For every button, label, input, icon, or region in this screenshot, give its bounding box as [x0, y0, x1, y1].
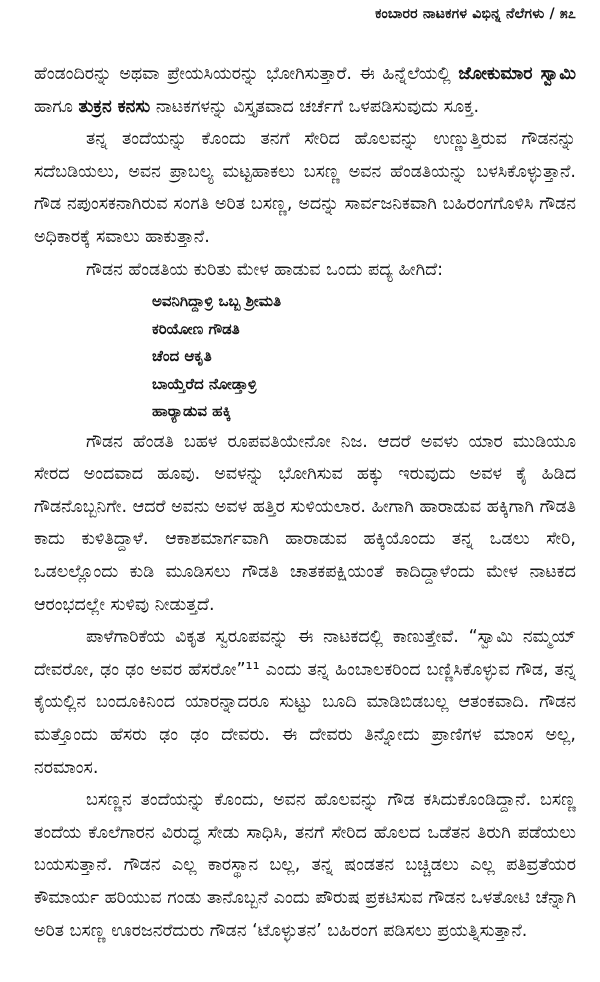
paragraph-3: ಗೌಡನ ಹೆಂಡತಿಯ ಕುರಿತು ಮೇಳ ಹಾಡುವ ಒಂದು ಪದ್ಯ ಹೀಗಿದೆ: — [86, 259, 444, 280]
paragraph-1-end: ನಾಟಕಗಳನ್ನು ವಿಸ್ತೃತವಾದ ಚರ್ಚೆಗೆ ಒಳಪಡಿಸುವುದು ಸೂಕ್ತ. — [150, 96, 480, 117]
paragraph-2: ತನ್ನ ತಂದೆಯನ್ನು ಕೊಂದು ತನಗೆ ಸೇರಿದ ಹೊಲವನ್ನು ಉಣ್ಣುತ್ತಿರುವ ಗೌಡನನ್ನು ಸದೆಬಡಿಯಲು, ಅವನ ಪ್ರಾಬಲ್ಯ ಮಟ್ಟಹಾಕಲು ಬಸಣ್ಣ ಅವನ ಹೆಂಡತಿಯನ್ನು ಬಳಸಿಕೊಳ್ಳುತ್ತಾನೆ. ಗೌಡ ನಪುಂಸಕನಾಗಿರುವ ಸಂಗತಿ ಅರಿತ ಬಸಣ್ಣ, ಅದನ್ನು ಸಾರ್ವಜನಿಕವಾಗಿ ಬಹಿರಂಗಗೊಳಿಸಿ ಗೌಡನ ಅಧಿಕಾರಕ್ಕೆ ಸವಾಲು ಹಾಕುತ್ತಾನೆ. — [34, 129, 576, 247]
paragraph-1-start: ಹೆಂಡಂದಿರನ್ನು ಅಥವಾ ಪ್ರೇಯಸಿಯರನ್ನು ಭೋಗಿಸುತ್ತಾರೆ. ಈ ಹಿನ್ನೆಲೆಯಲ್ಲಿ — [34, 64, 459, 84]
poem-block — [152, 288, 576, 426]
poem-line: ಅವನಿಗಿದ್ದಾಳ್ರಿ ಒಬ್ಬ ಶ್ರೀಮತಿ — [152, 292, 282, 311]
paragraph-5: ಪಾಳೆಗಾರಿಕೆಯ ವಿಕೃತ ಸ್ವರೂಪವನ್ನು ಈ ನಾಟಕದಲ್ಲಿ ಕಾಣುತ್ತೇವೆ. “ಸ್ವಾಮಿ ನಮ್ಮಯ್ ದೇವರೋ, ಢಂ ಢಂ ಅವರ ಹೆಸರೋ”¹¹ ಎಂದು ತನ್ನ ಹಿಂಬಾಲಕರಿಂದ ಬಣ್ಣಿಸಿಕೊಳ್ಳುವ ಗೌಡ, ತನ್ನ ಕೈಯಲ್ಲಿನ ಬಂದೂಕಿನಿಂದ ಯಾರನ್ನಾದರೂ ಸುಟ್ಟು ಬೂದಿ ಮಾಡಿಬಿಡಬಲ್ಲ ಆತಂಕವಾದಿ. ಗೌಡನ ಮತ್ತೊಂದು ಹೆಸರು ಢಂ ಢಂ ದೇವರು. ಈ ದೇವರು ತಿನ್ನೋದು ಪ್ರಾಣಿಗಳ ಮಾಂಸ ಅಲ್ಲ, ನರಮಾಂಸ. — [34, 627, 576, 778]
running-header: ಕಂಬಾರರ ನಾಟಕಗಳ ವಿಭಿನ್ನ ನೆಲೆಗಳು / ೫೭ — [375, 6, 576, 22]
paragraph-4: ಗೌಡನ ಹೆಂಡತಿ ಬಹಳ ರೂಪವತಿಯೇನೋ ನಿಜ. ಆದರೆ ಅವಳು ಯಾರ ಮುಡಿಯೂ ಸೇರದ ಅಂದವಾದ ಹೂವು. ಅವಳನ್ನು ಭೋಗಿಸುವ ಹಕ್ಕು ಇರುವುದು ಅವಳ ಕೈ ಹಿಡಿದ ಗೌಡನೊಬ್ಬನಿಗೇ. ಆದರೆ ಅವನು ಅವಳ ಹತ್ತಿರ ಸುಳಿಯಲಾರ. ಹೀಗಾಗಿ ಹಾರಾಡುವ ಹಕ್ಕಿಗಾಗಿ ಗೌಡತಿ ಕಾದು ಕುಳಿತಿದ್ದಾಳೆ. ಆಕಾಶಮಾರ್ಗವಾಗಿ ಹಾರಾಡುವ ಹಕ್ಕಿಯೊಂದು ತನ್ನ ಒಡಲು ಸೇರಿ, ಒಡಲಲ್ಲೊಂದು ಕುಡಿ ಮೂಡಿಸಲು ಗೌಡತಿ ಚಾತಕಪಕ್ಷಿಯಂತೆ ಕಾದಿದ್ದಾಳೆಂದು ಮೇಳ ನಾಟಕದ ಆರಂಭದಲ್ಲೇ ಸುಳಿವು ನೀಡುತ್ತದೆ. — [34, 431, 576, 615]
play-title-jokumaraswami: ಜೋಕುಮಾರ ಸ್ವಾಮಿ — [458, 64, 576, 84]
paragraph-6: ಬಸಣ್ಣನ ತಂದೆಯನ್ನು ಕೊಂದು, ಅವನ ಹೊಲವನ್ನು ಗೌಡ ಕಸಿದುಕೊಂಡಿದ್ದಾನೆ. ಬಸಣ್ಣ ತಂದೆಯ ಕೊಲೆಗಾರನ ವಿರುದ್ಧ ಸೇಡು ಸಾಧಿಸಿ, ತನಗೆ ಸೇರಿದ ಹೊಲದ ಒಡೆತನ ತಿರುಗಿ ಪಡೆಯಲು ಬಯಸುತ್ತಾನೆ. ಗೌಡನ ಎಲ್ಲ ಕಾರಸ್ಥಾನ ಬಲ್ಲ, ತನ್ನ ಷಂಡತನ ಬಚ್ಚಿಡಲು ಎಲ್ಲ ಪತಿವ್ರತೆಯರ ಕೌಮಾರ್ಯ ಹರಿಯುವ ಗಂಡು ತಾನೊಬ್ಬನೆ ಎಂದು ಪೌರುಷ ಪ್ರಕಟಿಸುವ ಗೌಡನ ಒಳತೋಟಿ ಚೆನ್ನಾಗಿ ಅರಿತ ಬಸಣ್ಣ ಊರಜನರೆದುರು ಗೌಡನ ‘ಟೊಳ್ಳುತನ’ ಬಹಿರಂಗ ಪಡಿಸಲು ಪ್ರಯತ್ನಿಸುತ್ತಾನೆ. — [34, 790, 576, 941]
poem-line: ಬಾಯ್ತೆರೆದ ನೋಡ್ತಾಳ್ರಿ — [152, 374, 257, 393]
page-body — [34, 58, 576, 947]
paragraph-1-mid: ಹಾಗೂ — [34, 96, 79, 117]
poem-line: ಚೆಂದ ಆಕೃತಿ — [152, 347, 212, 366]
poem-line: ಹಾರ್‍ಯಾಡುವ ಹಕ್ಕಿ — [152, 402, 232, 421]
paragraph-1 — [34, 58, 576, 123]
poem-line: ಕರಿಯೋಣ ಗೌಡತಿ — [152, 319, 240, 338]
play-title-tukrana-kanasu: ತುಕ್ರನ ಕನಸು — [78, 96, 151, 117]
